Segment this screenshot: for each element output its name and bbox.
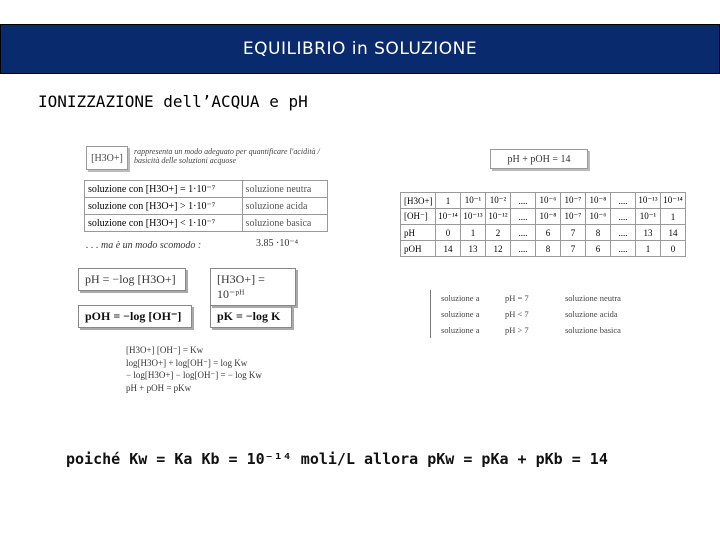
ph-poh-box xyxy=(490,149,588,169)
table-cell: 0 xyxy=(436,225,461,241)
derivation-line: pH + pOH = pKw xyxy=(126,382,192,393)
uncomfortable-note: . . . ma è un modo scomodo : xyxy=(86,240,202,251)
slide-subtitle: IONIZZAZIONE dell’ACQUA e pH xyxy=(38,92,308,111)
definition-result: soluzione basica xyxy=(242,215,327,232)
table-cell: .... xyxy=(611,241,636,257)
ph-poh-sum: pH + pOH = 14 xyxy=(507,153,571,165)
table-cell: 7 xyxy=(561,225,586,241)
table-row xyxy=(85,198,328,215)
definition-result: soluzione neutra xyxy=(242,181,327,198)
table-cell: 6 xyxy=(536,225,561,241)
table-cell: 10⁻¹ xyxy=(636,209,661,225)
list-item xyxy=(441,322,621,338)
solution-prefix: soluzione a xyxy=(441,325,480,335)
table-cell: .... xyxy=(611,193,636,209)
page-title: EQUILIBRIO in SOLUZIONE xyxy=(242,39,478,59)
derivation-line: [H3O+] [OH⁻] = Kw xyxy=(126,345,204,355)
derivation-line: log[H3O+] + log[OH⁻] = log Kw xyxy=(126,357,248,368)
table-cell: 10⁻¹⁴ xyxy=(436,209,461,225)
poh-definition-box: pOH = −log [OH⁻] xyxy=(78,305,192,328)
solution-condition: pH < 7 xyxy=(505,309,529,319)
table-cell: .... xyxy=(511,209,536,225)
h3o-definition-box: [H3O+] = 10⁻ᵖᴴ xyxy=(210,268,296,306)
table-cell: 10⁻⁷ xyxy=(561,193,586,209)
table-cell: 12 xyxy=(486,241,511,257)
list-item xyxy=(441,306,621,322)
kw-derivation xyxy=(126,344,262,394)
table-cell: 14 xyxy=(661,225,686,241)
table-cell: 10⁻⁷ xyxy=(561,209,586,225)
table-cell: 8 xyxy=(586,225,611,241)
solution-type: soluzione acida xyxy=(565,309,618,319)
table-cell: 0 xyxy=(661,241,686,257)
table-cell: 7 xyxy=(561,241,586,257)
table-cell: 10⁻⁶ xyxy=(536,193,561,209)
h3o-label-box xyxy=(86,146,128,170)
table-cell: 1 xyxy=(436,193,461,209)
table-cell: .... xyxy=(611,225,636,241)
table-cell: 13 xyxy=(461,241,486,257)
table-row xyxy=(401,225,686,241)
table-cell: 10⁻² xyxy=(486,193,511,209)
solution-prefix: soluzione a xyxy=(441,309,480,319)
table-cell: 1 xyxy=(636,241,661,257)
table-cell: 10⁻¹³ xyxy=(636,193,661,209)
table-row xyxy=(401,209,686,225)
table-cell: 10⁻¹⁴ xyxy=(661,193,686,209)
table-cell: 10⁻⁶ xyxy=(586,209,611,225)
table-cell: 14 xyxy=(436,241,461,257)
h3o-label: [H3O+] xyxy=(91,152,123,164)
table-row xyxy=(401,193,686,209)
table-cell: 10⁻⁸ xyxy=(586,193,611,209)
solution-type: soluzione neutra xyxy=(565,293,621,303)
table-cell: 8 xyxy=(536,241,561,257)
solution-prefix: soluzione a xyxy=(441,293,480,303)
table-cell: .... xyxy=(511,225,536,241)
definition-condition: soluzione con [H3O+] > 1·10⁻⁷ xyxy=(85,198,243,215)
table-cell: 2 xyxy=(486,225,511,241)
definition-note: rappresenta un modo adeguato per quantificare l'acidità / basicità delle soluzioni acquose xyxy=(134,147,320,165)
derivation-line: − log[H3O+] − log[OH⁻] = − log Kw xyxy=(126,370,262,380)
table-cell: 10⁻¹³ xyxy=(461,209,486,225)
table-cell: 10⁻⁸ xyxy=(536,209,561,225)
table-cell: 13 xyxy=(636,225,661,241)
solution-condition: pH = 7 xyxy=(505,293,529,303)
solution-classification-list xyxy=(430,290,621,338)
title-bar xyxy=(0,24,720,74)
table-row xyxy=(401,241,686,257)
table-cell: .... xyxy=(611,209,636,225)
table-cell: 10⁻¹² xyxy=(486,209,511,225)
row-label: [H3O+] xyxy=(401,193,436,209)
pk-definition-box: pK = −log K xyxy=(210,305,292,328)
table-row xyxy=(85,181,328,198)
definition-condition: soluzione con [H3O+] < 1·10⁻⁷ xyxy=(85,215,243,232)
list-item xyxy=(441,290,621,306)
row-label: pH xyxy=(401,225,436,241)
definition-result: soluzione acida xyxy=(242,198,327,215)
ph-scale-table xyxy=(400,192,686,257)
definitions-table xyxy=(84,180,328,232)
example-value: 3.85 ·10⁻⁴ xyxy=(256,238,299,249)
table-cell: .... xyxy=(511,193,536,209)
table-cell: .... xyxy=(511,241,536,257)
row-label: [OH⁻] xyxy=(401,209,436,225)
ph-definition-box: pH = −log [H3O+] xyxy=(78,268,186,291)
table-row xyxy=(85,215,328,232)
definition-condition: soluzione con [H3O+] = 1·10⁻⁷ xyxy=(85,181,243,198)
kw-summary-line: poiché Kw = Ka Kb = 10⁻¹⁴ moli/L allora pKw = pKa + pKb = 14 xyxy=(66,450,608,468)
row-label: pOH xyxy=(401,241,436,257)
table-cell: 10⁻¹ xyxy=(461,193,486,209)
table-cell: 1 xyxy=(461,225,486,241)
table-cell: 1 xyxy=(661,209,686,225)
solution-condition: pH > 7 xyxy=(505,325,529,335)
solution-type: soluzione basica xyxy=(565,325,621,335)
table-cell: 6 xyxy=(586,241,611,257)
